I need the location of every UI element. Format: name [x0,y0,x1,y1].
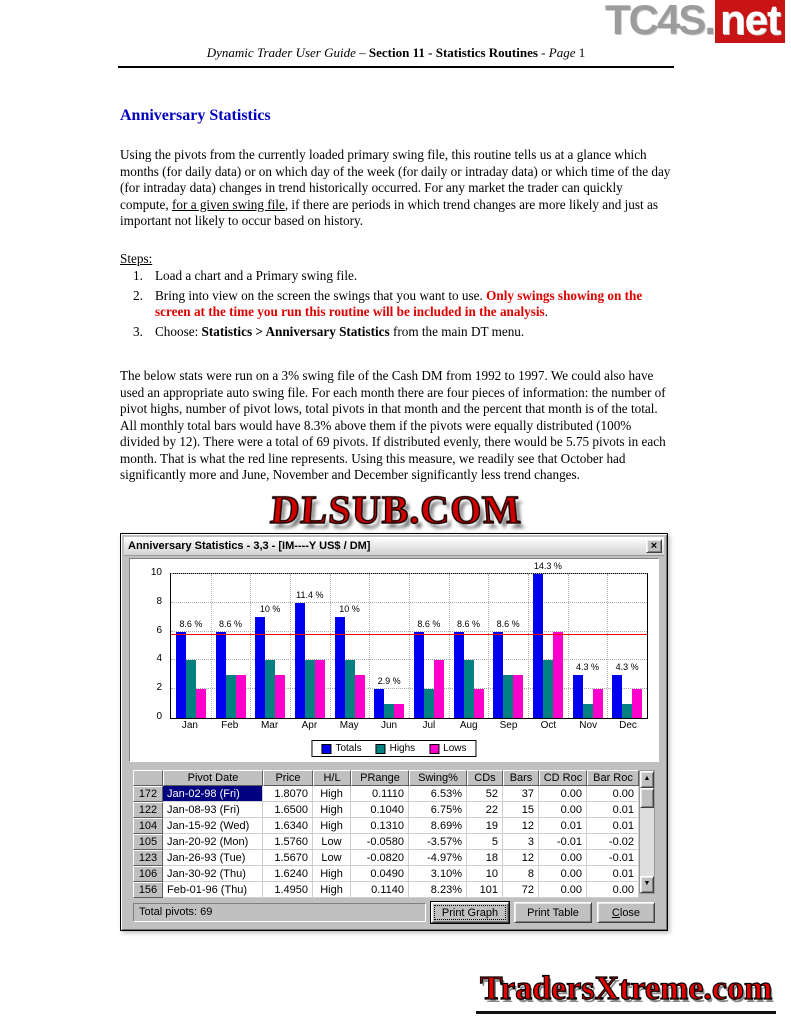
table-cell: High [313,786,351,802]
table-cell: 12 [503,818,539,834]
bar-group-jul [409,574,449,718]
bar-lows-jan [196,689,206,718]
table-cell: -0.0580 [351,834,409,850]
up-arrow-icon: ▲ [643,775,651,782]
x-tick-mar: Mar [260,720,279,731]
table-cell: 0.00 [539,850,587,866]
bar-totals-oct [533,574,543,718]
table-cell: -0.01 [539,834,587,850]
table-cell: 1.4950 [263,882,313,898]
table-cell: 0.1110 [351,786,409,802]
legend-item-lows [429,743,466,754]
y-tick-label: 4 [156,653,162,665]
column-header-swing-[interactable]: Swing% [409,770,467,786]
table-cell: 8.23% [409,882,467,898]
table-cell: 1.8070 [263,786,313,802]
bar-highs-sep [503,675,513,718]
scroll-track[interactable] [640,808,654,876]
bar-lows-jun [394,704,404,718]
bar-totals-dec [612,675,622,718]
table-row[interactable] [133,786,639,802]
table-cell: 1.6500 [263,802,313,818]
bar-highs-may [345,660,355,718]
bar-lows-feb [236,675,246,718]
table-cell: 8 [503,866,539,882]
table-cell: 1.6340 [263,818,313,834]
bar-highs-nov [583,704,593,718]
y-tick-label: 8 [156,595,162,607]
x-tick-oct: Oct [540,720,557,731]
bar-group-sep [488,574,528,718]
steps-list [120,268,674,343]
row-number-header [133,770,163,786]
print-graph-button[interactable]: Print Graph [431,902,509,923]
bar-group-oct [528,574,568,718]
dialog-close-button[interactable] [646,539,662,553]
bar-group-jun [369,574,409,718]
column-header-cd-roc[interactable]: CD Roc [539,770,587,786]
table-row[interactable] [133,802,639,818]
x-tick-jun: Jun [380,720,398,731]
text-run: The below stats were run on a 3% swing file of the Cash DM from 1992 to 1997. We could also have used an appropriate auto swing file. For each month there are four pieces of information: the number of pivot highs, number of pivot lows, total pivots in that month and the percent that month is of the total. All monthly total bars would have 8.3% above them if the pivots were equally distributed (100% divided by 12). There were a total of 69 pivots. If distributed evenly, there would be 5.75 pivots in each month. That is what the red line represents. Using this measure, we readily see that October had significantly more and June, November and December significantly less trend changes. [120,368,666,482]
bar-lows-aug [474,689,484,718]
table-cell: 0.00 [587,786,639,802]
bar-highs-mar [265,660,275,718]
bar-highs-aug [464,660,474,718]
bar-totals-may [335,617,345,718]
legend-swatch-totals [321,744,331,754]
y-tick-label: 6 [156,624,162,636]
table-row[interactable] [133,882,639,898]
column-header-prange[interactable]: PRange [351,770,409,786]
legend-swatch-lows [429,744,439,754]
bar-highs-feb [226,675,236,718]
table-cell: 0.1310 [351,818,409,834]
legend-label: Totals [335,743,362,754]
chart-y-axis [134,567,166,722]
tc4s-logo-name: TC4S [604,0,705,43]
table-cell: 10 [467,866,503,882]
bar-group-dec [607,574,647,718]
table-cell: 0.00 [539,882,587,898]
bar-totals-apr [295,603,305,718]
table-cell: Jan-02-98 (Fri) [163,786,263,802]
header-section-title: Section 11 - Statistics Routines [368,45,538,60]
dialog-titlebar[interactable] [124,537,664,556]
column-header-cds[interactable]: CDs [467,770,503,786]
table-cell: 0.01 [539,818,587,834]
table-cell: High [313,866,351,882]
bar-highs-oct [543,660,553,718]
table-cell: 37 [503,786,539,802]
table-cell: 8.69% [409,818,467,834]
column-header-h-l[interactable]: H/L [313,770,351,786]
text-run: Bring into view on the screen the swings that you want to use. [155,287,487,303]
tradersxtreme-logo: TradersXtreme.com [476,970,776,1014]
text-run: Statistics > Anniversary Statistics [201,323,390,339]
table-cell: 0.01 [587,866,639,882]
close-icon: × [650,539,658,552]
table-row[interactable] [133,866,639,882]
close-button[interactable] [597,902,655,923]
legend-swatch-highs [376,744,386,754]
table-cell: 15 [503,802,539,818]
anniversary-statistics-dialog [120,533,668,931]
row-number-cell: 106 [133,866,163,882]
print-table-button[interactable]: Print Table [514,902,592,923]
table-row[interactable] [133,834,639,850]
tc4s-logo-dot: . [704,0,714,43]
pivot-table-area [133,770,655,894]
bar-percent-label: 10 % [259,604,281,615]
bar-highs-jul [424,689,434,718]
table-cell: 52 [467,786,503,802]
row-number-cell: 172 [133,786,163,802]
table-cell: 22 [467,802,503,818]
table-cell: Feb-01-96 (Thu) [163,882,263,898]
row-number-cell: 104 [133,818,163,834]
x-tick-jul: Jul [422,720,436,731]
bar-group-jan [171,574,211,718]
text-run: , if there are periods in which trend changes are more likely and just as important not likely to occur based on history. [120,196,658,228]
bar-totals-mar [255,617,265,718]
step-number: 3. [133,323,143,339]
table-cell: Low [313,834,351,850]
header-separator: - [537,45,549,60]
table-cell: High [313,882,351,898]
table-cell: High [313,818,351,834]
bar-percent-label: 8.6 % [496,618,520,629]
bar-group-may [330,574,370,718]
table-cell: 0.1140 [351,882,409,898]
step-item [120,288,674,321]
table-cell: 6.75% [409,802,467,818]
bar-group-nov [568,574,608,718]
scroll-down-button[interactable] [640,876,654,893]
close-button-accel: C [611,906,620,919]
dialog-statusbar [133,902,655,923]
header-page-word: Page [548,45,576,60]
text-run: Only swings showing on the screen at the time you run this routine will be included in the analysis [155,287,643,319]
x-tick-may: May [339,720,359,731]
table-cell: 0.01 [587,818,639,834]
table-cell: Low [313,850,351,866]
row-number-cell: 122 [133,802,163,818]
article-title: Anniversary Statistics [120,107,271,124]
bar-totals-jul [414,632,424,718]
bar-highs-jun [384,704,394,718]
table-cell: 101 [467,882,503,898]
bar-totals-sep [493,632,503,718]
table-cell: 0.00 [539,786,587,802]
text-run: for a given swing file [172,196,285,212]
legend-item-highs [376,743,416,754]
bar-group-feb [211,574,251,718]
table-cell: 1.5760 [263,834,313,850]
bar-highs-apr [305,660,315,718]
x-tick-apr: Apr [301,720,318,731]
y-tick-label: 10 [150,567,162,578]
header-guide-title: Dynamic Trader User Guide – [206,45,369,60]
bar-lows-sep [513,675,523,718]
bar-lows-apr [315,660,325,718]
chart-plot [170,561,648,719]
page-header [119,45,673,61]
table-cell: Jan-30-92 (Thu) [163,866,263,882]
table-cell: 12 [503,850,539,866]
bar-percent-label: 2.9 % [377,676,401,687]
table-cell: Jan-15-92 (Wed) [163,818,263,834]
table-cell: -3.57% [409,834,467,850]
bar-percent-label: 11.4 % [296,589,324,600]
bar-lows-jul [434,660,444,718]
intro-paragraph [120,147,674,230]
bar-lows-nov [593,689,603,718]
chart-legend [311,740,476,757]
row-number-cell: 123 [133,850,163,866]
bar-percent-label: 8.6 % [179,618,203,629]
close-button-rest: lose [619,906,641,919]
bar-highs-jan [186,660,196,718]
y-tick-label: 0 [156,711,162,722]
row-number-cell: 156 [133,882,163,898]
header-rule [118,66,674,68]
bar-totals-nov [573,675,583,718]
text-run: Using the pivots from the currently loaded primary swing file, this routine tells us at a glance which months (for daily data) or on which day of the week (for daily or intraday data) or which time of the day (for intraday data) changes in trend historically occurred. For any market the trader can quickly compute, [120,147,671,212]
table-row[interactable] [133,850,639,866]
status-total-pivots: Total pivots: 69 [133,903,426,922]
step-item [120,268,674,285]
table-cell: 0.01 [587,802,639,818]
table-cell: Jan-08-93 (Fri) [163,802,263,818]
table-row[interactable] [133,818,639,834]
down-arrow-icon: ▼ [643,880,651,887]
bar-percent-label: 8.6 % [417,618,441,629]
row-number-cell: 105 [133,834,163,850]
step-number: 1. [133,268,143,283]
bar-totals-aug [454,632,464,718]
bar-highs-dec [622,704,632,718]
chart-panel [129,558,659,762]
table-cell: 72 [503,882,539,898]
reference-line [171,634,647,635]
bar-group-mar [250,574,290,718]
text-run: from the main DT menu. [389,323,525,339]
y-tick-label: 2 [156,682,162,694]
x-tick-jan: Jan [181,720,198,731]
text-run: Choose: [155,323,202,339]
bar-percent-label: 10 % [339,604,360,615]
table-cell: Jan-26-93 (Tue) [163,850,263,866]
text-run: Load a chart and a Primary swing file. [155,268,358,283]
bar-totals-feb [216,632,226,718]
bar-lows-may [355,675,365,718]
table-cell: 1.5670 [263,850,313,866]
legend-item-totals [321,743,361,754]
scroll-up-button[interactable] [640,771,654,788]
table-cell: 0.00 [539,866,587,882]
legend-label: Lows [443,743,467,754]
table-cell: 1.6240 [263,866,313,882]
x-tick-sep: Sep [499,720,518,731]
table-cell: -0.01 [587,850,639,866]
column-header-bars[interactable]: Bars [503,770,539,786]
column-header-price[interactable]: Price [263,770,313,786]
dialog-title: Anniversary Statistics - 3,3 - [IM----Y US$ / DM] [128,540,371,552]
table-cell: -0.02 [587,834,639,850]
x-tick-dec: Dec [619,720,637,731]
table-cell: 0.00 [539,802,587,818]
dlsub-watermark: DLSUB.COM [268,487,524,533]
text-run: . [544,304,548,319]
table-cell: 0.00 [587,882,639,898]
bar-lows-oct [553,632,563,718]
table-cell: 6.53% [409,786,467,802]
table-cell: 0.1040 [351,802,409,818]
x-tick-nov: Nov [579,720,598,731]
legend-label: Highs [389,743,416,754]
table-header-row [133,770,639,786]
table-cell: Jan-20-92 (Mon) [163,834,263,850]
bar-totals-jun [374,689,384,718]
tc4s-logo-tld: net [715,0,785,43]
x-tick-aug: Aug [459,720,478,731]
step-item [120,324,674,341]
column-header-bar-roc[interactable]: Bar Roc [587,770,639,786]
table-cell: 19 [467,818,503,834]
header-page-number: 1 [575,45,586,60]
step-number: 2. [133,287,143,303]
bar-percent-label: 4.3 % [575,661,600,672]
bar-groups [171,574,647,718]
bar-percent-label: 8.6 % [456,618,481,629]
table-cell: -4.97% [409,850,467,866]
bar-percent-label: 4.3 % [615,661,639,672]
x-tick-feb: Feb [221,720,239,731]
bar-lows-mar [275,675,285,718]
pivot-table [133,770,639,898]
bar-lows-dec [632,689,642,718]
table-cell: 0.0490 [351,866,409,882]
scroll-thumb[interactable] [640,788,654,808]
bar-percent-label: 14.3 % [533,561,562,571]
stats-paragraph [120,368,674,484]
table-cell: 3.10% [409,866,467,882]
column-header-pivot-date[interactable]: Pivot Date [163,770,263,786]
table-cell: -0.0820 [351,850,409,866]
table-cell: 18 [467,850,503,866]
bar-totals-jan [176,632,186,718]
table-cell: 5 [467,834,503,850]
table-cell: High [313,802,351,818]
chart-x-axis [170,720,648,733]
tc4s-logo [605,0,785,44]
table-cell: 3 [503,834,539,850]
steps-label: Steps: [120,251,153,266]
bar-group-aug [449,574,489,718]
table-scrollbar[interactable] [639,770,655,894]
bar-percent-label: 8.6 % [218,618,243,629]
